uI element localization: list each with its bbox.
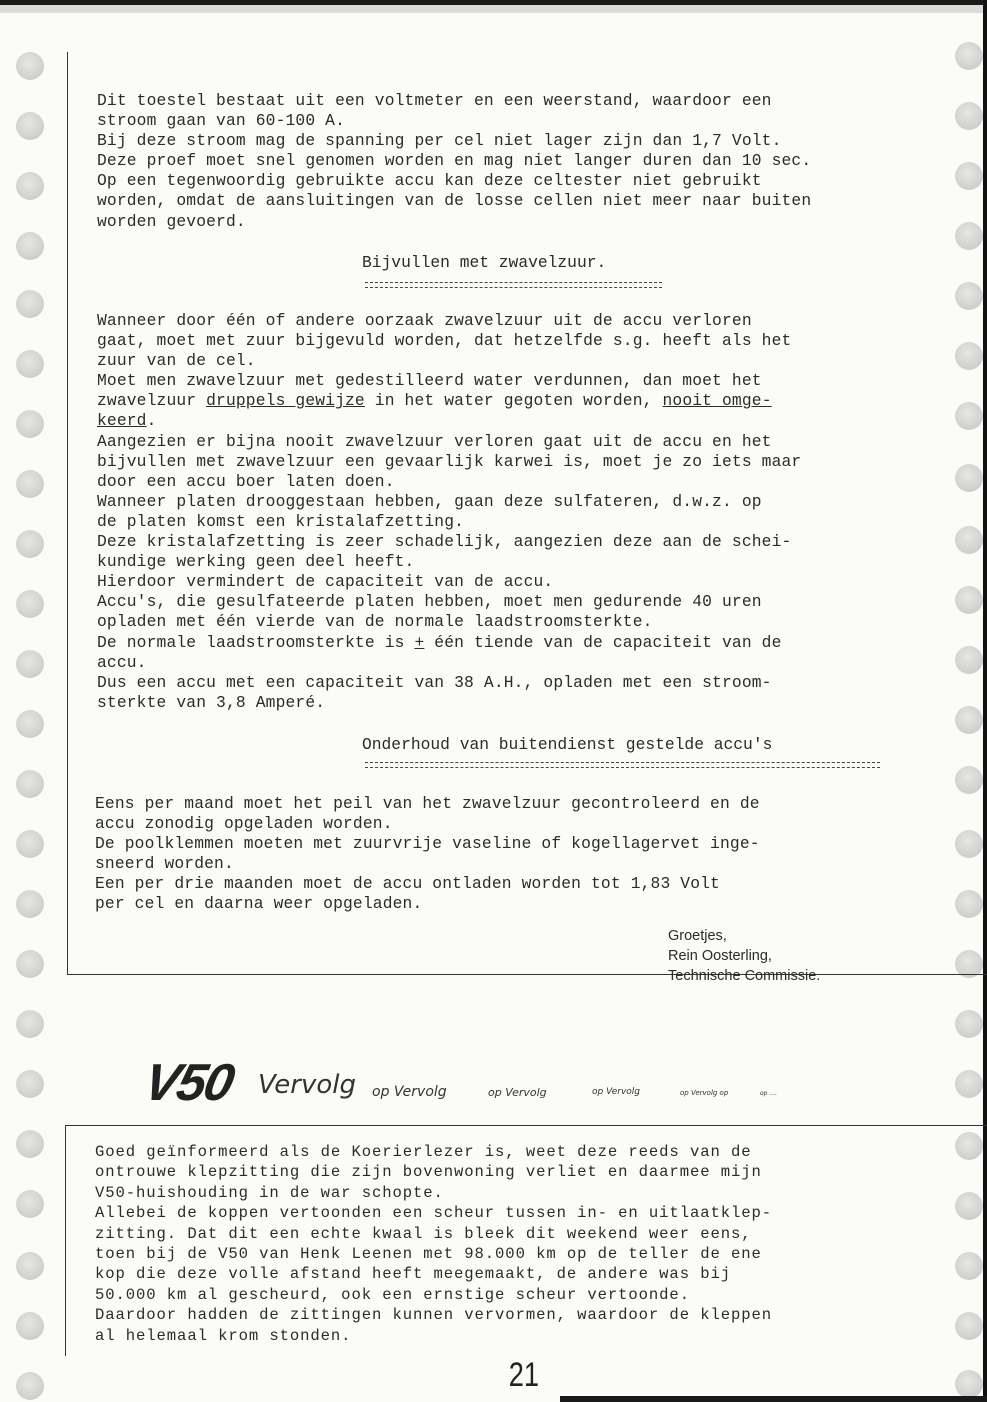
- binder-hole-icon: [16, 890, 44, 918]
- heading-double-underline: [365, 282, 662, 288]
- emphasis-underline: nooit omge-: [662, 391, 772, 411]
- binder-hole-icon: [16, 290, 44, 318]
- binder-hole-icon: [16, 1010, 44, 1038]
- intro-paragraph: Dit toestel bestaat uit een voltmeter en een weerstand, waardoor een stroom gaan van 60-100 A. Bij deze stroom mag de spanning per cel niet lager zijn dan 1,7 Volt. Deze proef moet snel genomen worden en mag niet langer duren dan 10 sec. Op een tegenwoordig gebruikte accu kan deze celtester niet gebruikt worden, omdat de aansluitingen van de losse cellen niet meer naar buiten worden gevoerd.: [97, 91, 812, 231]
- binder-hole-icon: [16, 52, 44, 80]
- vervolg-subtitle: op ....: [760, 1090, 778, 1097]
- binder-hole-icon: [955, 1010, 983, 1038]
- binder-hole-icon: [16, 172, 44, 200]
- emphasis-underline: druppels gewijze: [206, 391, 365, 411]
- vervolg-subtitle: op Vervolg op: [680, 1089, 729, 1097]
- vervolg-subtitle: op Vervolg: [372, 1084, 447, 1100]
- binder-hole-icon: [16, 830, 44, 858]
- bijvullen-paragraph: Wanneer door één of andere oorzaak zwavelzuur uit de accu verloren gaat, moet met zuur bijgevuld worden, dat hetzelfde s.g. heeft als het zuur van de cel. Moet men zwavelzuur met gedestilleerd water verdunnen, dan moet het zwavelzuur druppels gewijze in het water gegoten worden, nooit omge- keerd. Aangezien er bijna nooit zwavelzuur verloren gaat uit de accu en het bijvullen met zwavelzuur een gevaarlijk karwei is, moet je zo iets maar door een accu boer laten doen. Wanneer platen drooggestaan hebben, gaan deze sulfateren, d.w.z. op de platen komst een kristalafzetting. Deze kristalafzetting is zeer schadelijk, aangezien deze aan de schei- kundige werking geen deel heeft. Hierdoor vermindert de capaciteit van de accu. Accu's, die gesulfateerde platen hebben, moet men gedurende 40 uren opladen met één vierde van de normale laadstroomsterkte. De normale laadstroomsterkte is + één tiende van de capaciteit van de accu. Dus een accu met een capaciteit van 38 A.H., opladen met een stroom- sterkte van 3,8 Amperé.: [97, 311, 802, 712]
- heading-double-underline: [365, 762, 880, 768]
- binder-hole-icon: [16, 1070, 44, 1098]
- binder-hole-icon: [16, 1312, 44, 1340]
- binder-hole-icon: [955, 1370, 983, 1398]
- binder-hole-icon: [16, 1130, 44, 1158]
- binder-hole-icon: [16, 470, 44, 498]
- binder-hole-icon: [16, 650, 44, 678]
- binder-hole-icon: [16, 350, 44, 378]
- vervolg-subtitle: op Vervolg: [488, 1086, 547, 1099]
- binder-hole-icon: [16, 112, 44, 140]
- section-heading-bijvullen: Bijvullen met zwavelzuur.: [362, 253, 607, 272]
- binder-hole-icon: [16, 232, 44, 260]
- binder-hole-icon: [16, 590, 44, 618]
- scan-bottom-edge: [560, 1396, 987, 1402]
- vervolg-subtitle: op Vervolg: [592, 1087, 640, 1097]
- binder-hole-icon: [16, 1252, 44, 1280]
- scan-top-shadow: [0, 5, 987, 13]
- vervolg-title: Vervolg: [258, 1070, 356, 1100]
- page-number: 21: [508, 1356, 540, 1394]
- v50-logo: V50: [138, 1054, 238, 1112]
- binder-hole-icon: [955, 1070, 983, 1098]
- binder-hole-icon: [16, 710, 44, 738]
- binder-hole-icon: [16, 770, 44, 798]
- binder-hole-icon: [16, 1372, 44, 1400]
- binder-hole-icon: [16, 530, 44, 558]
- plus-minus-sign: +: [414, 632, 425, 652]
- binder-hole-icon: [16, 950, 44, 978]
- section-heading-onderhoud: Onderhoud van buitendienst gestelde accu's: [362, 735, 773, 754]
- onderhoud-paragraph: Eens per maand moet het peil van het zwavelzuur gecontroleerd en de accu zonodig opgeladen worden. De poolklemmen moeten met zuurvrije vaseline of kogellagervet inge- sneerd worden. Een per drie maanden moet de accu ontladen worden tot 1,83 Volt per cel en daarna weer opgeladen.: [95, 794, 760, 914]
- emphasis-underline: keerd: [97, 411, 147, 431]
- signature: Groetjes, Rein Oosterling, Technische Commissie.: [668, 928, 821, 984]
- binder-hole-icon: [16, 410, 44, 438]
- binder-hole-icon: [16, 1190, 44, 1218]
- v50-paragraph: Goed geïnformeerd als de Koerierlezer is, weet deze reeds van de ontrouwe klepzitting die zijn bovenwoning verliet en daarmee mijn V50-huishouding in de war schopte. Allebei de koppen vertoonden een scheur tussen in- en uitlaatklep- zitting. Dat dit een echte kwaal is bleek dit weekend weer eens, toen bij de V50 van Henk Leenen met 98.000 km op de teller de ene kop die deze volle afstand heeft meegemaakt, de andere was bij 50.000 km al gescheurd, ook een ernstige scheur vertoonde. Daardoor hadden de zittingen kunnen vervormen, waardoor de kleppen al helemaal krom stonden.: [95, 1143, 773, 1345]
